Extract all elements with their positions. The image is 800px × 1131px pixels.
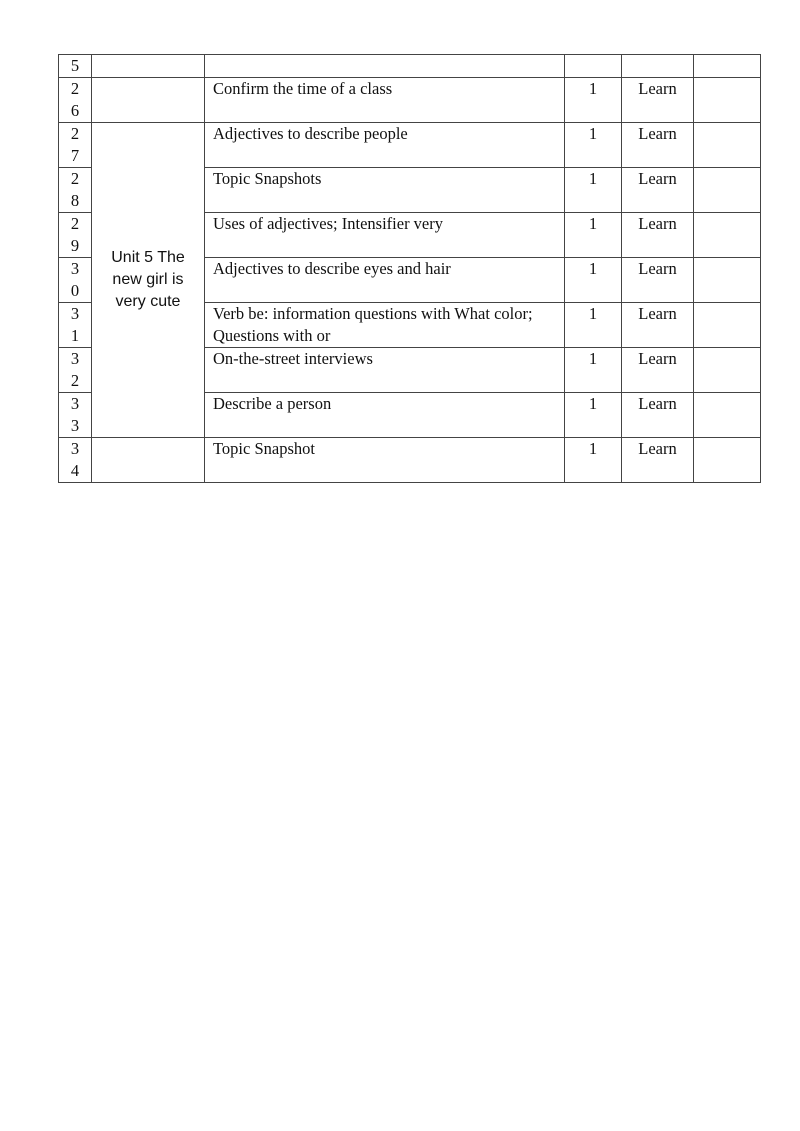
note-cell bbox=[694, 123, 761, 168]
unit-cell bbox=[92, 55, 205, 78]
lesson-plan-table bbox=[58, 54, 761, 483]
periods-cell: 1 bbox=[565, 213, 622, 258]
lesson-cell: Uses of adjectives; Intensifier very bbox=[205, 213, 565, 258]
periods-cell: 1 bbox=[565, 258, 622, 303]
note-cell bbox=[694, 168, 761, 213]
lesson-cell bbox=[205, 55, 565, 78]
lesson-type-cell: Learn bbox=[622, 348, 694, 393]
lesson-cell: Verb be: information questions with What color; Questions with or bbox=[205, 303, 565, 348]
note-cell bbox=[694, 438, 761, 483]
row-number-cell: 26 bbox=[59, 78, 92, 123]
lesson-cell: Confirm the time of a class bbox=[205, 78, 565, 123]
periods-cell bbox=[565, 55, 622, 78]
row-number-cell: 33 bbox=[59, 393, 92, 438]
periods-cell: 1 bbox=[565, 438, 622, 483]
lesson-type-cell: Learn bbox=[622, 393, 694, 438]
row-number-cell: 5 bbox=[59, 55, 92, 78]
periods-cell: 1 bbox=[565, 303, 622, 348]
lesson-type-cell: Learn bbox=[622, 213, 694, 258]
lesson-type-cell: Learn bbox=[622, 258, 694, 303]
note-cell bbox=[694, 213, 761, 258]
row-number-cell: 32 bbox=[59, 348, 92, 393]
lesson-type-cell: Learn bbox=[622, 303, 694, 348]
table-row bbox=[59, 438, 761, 483]
lesson-cell: On-the-street interviews bbox=[205, 348, 565, 393]
periods-cell: 1 bbox=[565, 78, 622, 123]
row-number-cell: 27 bbox=[59, 123, 92, 168]
table-row bbox=[59, 55, 761, 78]
lesson-cell: Topic Snapshot bbox=[205, 438, 565, 483]
lesson-cell: Topic Snapshots bbox=[205, 168, 565, 213]
row-number-cell: 31 bbox=[59, 303, 92, 348]
periods-cell: 1 bbox=[565, 348, 622, 393]
unit-title-cell: Unit 5 The new girl is very cute bbox=[92, 123, 205, 438]
lesson-cell: Adjectives to describe eyes and hair bbox=[205, 258, 565, 303]
note-cell bbox=[694, 303, 761, 348]
note-cell bbox=[694, 258, 761, 303]
lesson-type-cell: Learn bbox=[622, 438, 694, 483]
periods-cell: 1 bbox=[565, 123, 622, 168]
lesson-type-cell bbox=[622, 55, 694, 78]
note-cell bbox=[694, 78, 761, 123]
periods-cell: 1 bbox=[565, 168, 622, 213]
lesson-type-cell: Learn bbox=[622, 78, 694, 123]
note-cell bbox=[694, 393, 761, 438]
lesson-type-cell: Learn bbox=[622, 123, 694, 168]
row-number-cell: 28 bbox=[59, 168, 92, 213]
periods-cell: 1 bbox=[565, 393, 622, 438]
lesson-type-cell: Learn bbox=[622, 168, 694, 213]
table-row bbox=[59, 78, 761, 123]
lesson-cell: Adjectives to describe people bbox=[205, 123, 565, 168]
unit-cell bbox=[92, 438, 205, 483]
row-number-cell: 29 bbox=[59, 213, 92, 258]
lesson-cell: Describe a person bbox=[205, 393, 565, 438]
unit-cell bbox=[92, 78, 205, 123]
note-cell bbox=[694, 348, 761, 393]
row-number-cell: 34 bbox=[59, 438, 92, 483]
table-row bbox=[59, 123, 761, 168]
note-cell bbox=[694, 55, 761, 78]
row-number-cell: 30 bbox=[59, 258, 92, 303]
